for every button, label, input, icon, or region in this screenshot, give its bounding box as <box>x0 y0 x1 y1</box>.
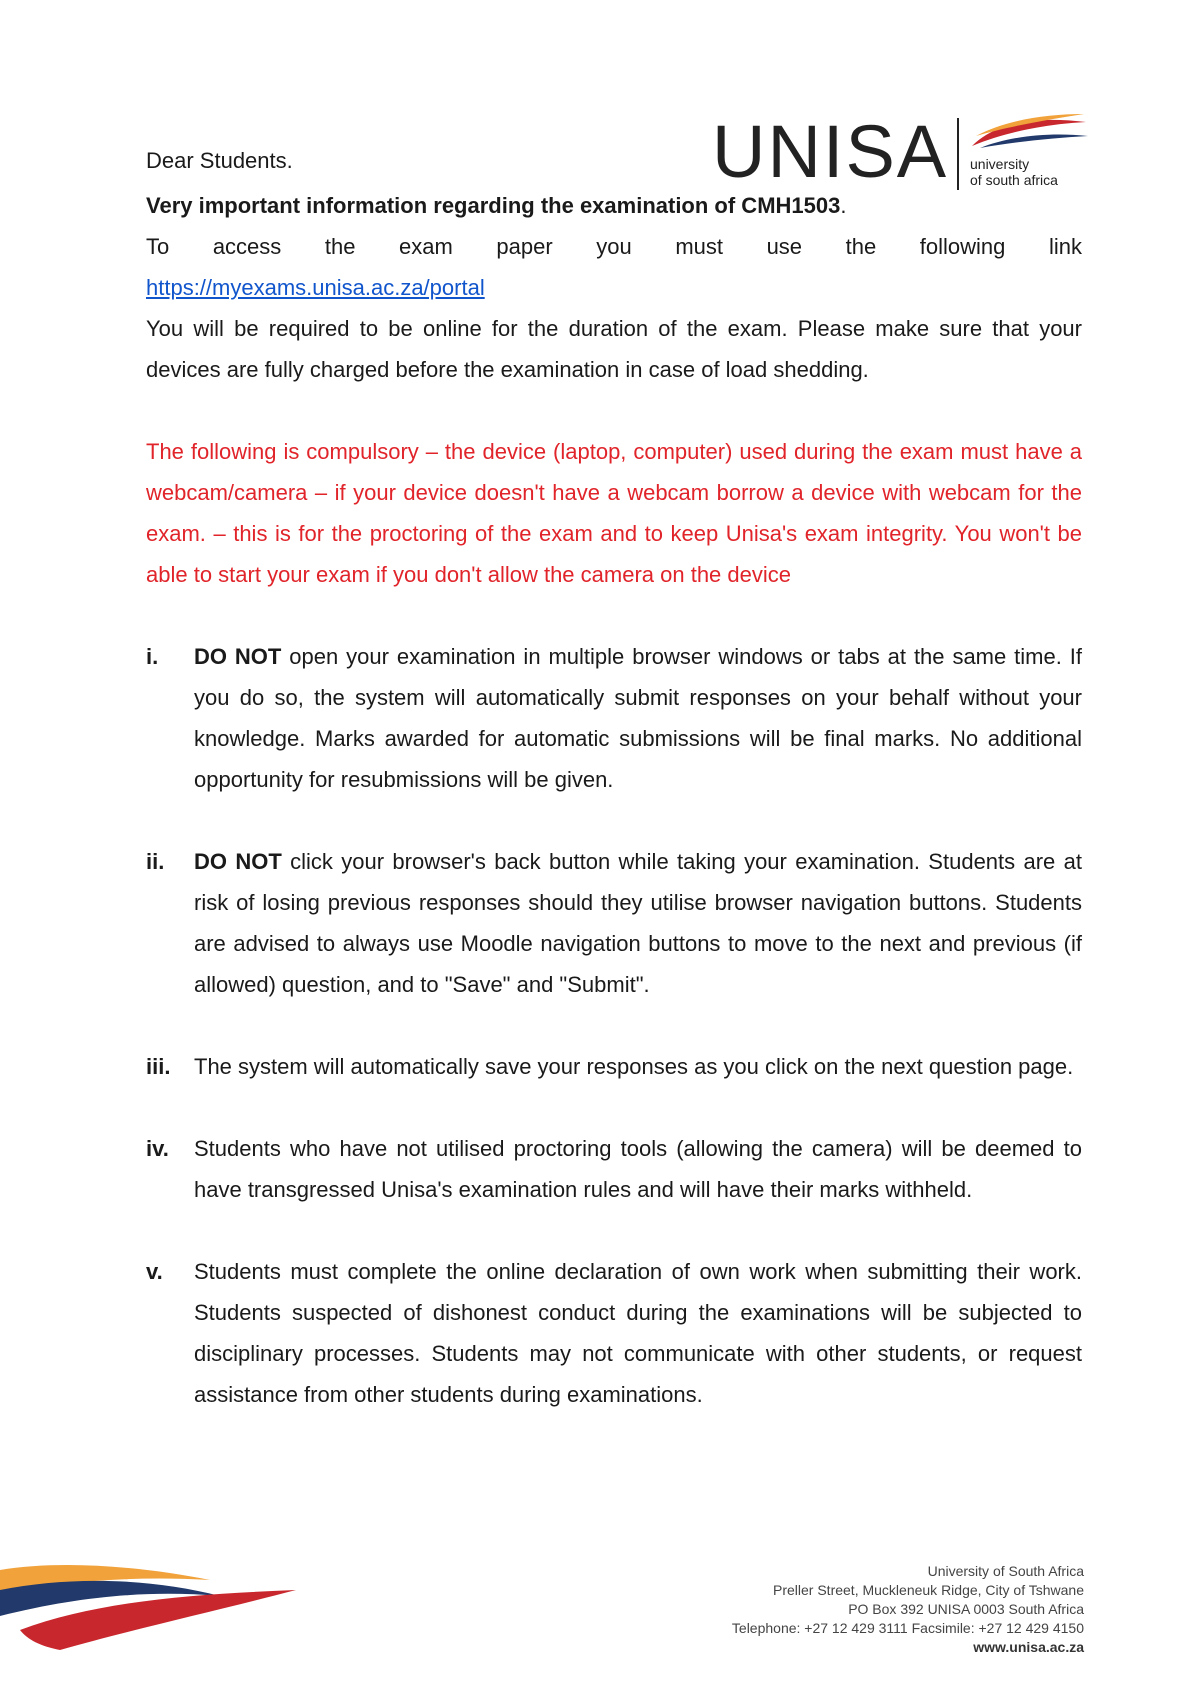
footer-website: www.unisa.ac.za <box>973 1639 1084 1655</box>
list-item-text <box>194 636 1082 800</box>
logo-wordmark: UNISA <box>712 110 949 193</box>
list-item-text <box>194 1251 1082 1415</box>
list-item-lead: DO NOT <box>194 644 282 669</box>
greeting: Dear Students. <box>146 148 293 173</box>
list-item-body: Students who have not utilised proctoring tools (allowing the camera) will be deemed to have transgressed Unisa's examination rules and will have their marks withheld. <box>194 1136 1082 1202</box>
list-item-number: v. <box>146 1259 163 1284</box>
list-item-number: i. <box>146 644 159 669</box>
list-item-text <box>194 1128 1082 1210</box>
online-requirement: You will be required to be online for the duration of the exam. Please make sure that your devices are fully charged before the examination in case of load shedding. <box>146 316 1082 382</box>
access-instruction: To access the exam paper you must use the following link <box>146 234 1082 259</box>
list-item-text <box>194 841 1082 1005</box>
portal-link[interactable]: https://myexams.unisa.ac.za/portal <box>146 275 485 300</box>
list-item-lead: DO NOT <box>194 849 282 874</box>
list-item-body: Students must complete the online declaration of own work when submitting their work. Students suspected of dishonest conduct during the examinations will be subjected to disciplinary processes. Students may not communicate with other students, or request assistance from other students during examinations. <box>194 1259 1082 1407</box>
list-item <box>146 1251 1082 1415</box>
list-item <box>146 1128 1082 1210</box>
rules-list <box>146 636 1082 1415</box>
footer-line: University of South Africa <box>927 1563 1084 1579</box>
logo-subtitle-line1: university <box>970 156 1030 172</box>
list-item-body: The system will automatically save your responses as you click on the next question page. <box>194 1054 1074 1079</box>
letter-title-tail: . <box>840 193 847 218</box>
list-item <box>146 1046 1082 1087</box>
letter-title <box>146 185 1082 226</box>
letter-body <box>146 140 1082 1456</box>
footer-line: Telephone: +27 12 429 3111 Facsimile: +27 12 429 4150 <box>731 1620 1084 1636</box>
footer-line: Preller Street, Muckleneuk Ridge, City of Tshwane <box>773 1582 1084 1598</box>
list-item <box>146 636 1082 800</box>
letter-title-text: Very important information regarding the examination of CMH1503 <box>146 193 841 218</box>
list-item-text <box>194 1046 1082 1087</box>
list-item-body: open your examination in multiple browser windows or tabs at the same time. If you do so, the system will automatically submit responses on your behalf without your knowledge. Marks awarded for automatic submissions will be final marks. No additional opportunity for resubmissions will be given. <box>194 644 1082 792</box>
list-item-number: iv. <box>146 1136 169 1161</box>
list-item <box>146 841 1082 1005</box>
list-item-number: ii. <box>146 849 165 874</box>
footer-line: PO Box 392 UNISA 0003 South Africa <box>848 1601 1084 1617</box>
list-item-number: iii. <box>146 1054 171 1079</box>
portal-link-line <box>146 267 1082 308</box>
footer-swoosh-icon <box>0 1560 300 1660</box>
footer-address <box>732 1562 1084 1657</box>
logo-subtitle-line2: of south africa <box>970 172 1058 188</box>
webcam-warning: The following is compulsory – the device (laptop, computer) used during the exam must have a webcam/camera – if your device doesn't have a webcam borrow a device with webcam for the exam. – this is for the proctoring of the exam and to keep Unisa's exam integrity. You won't be able to start your exam if you don't allow the camera on the device <box>146 439 1082 587</box>
list-item-body: click your browser's back button while taking your examination. Students are at risk of losing previous responses should they utilise browser navigation buttons. Students are advised to always use Moodle navigation buttons to move to the next and previous (if allowed) question, and to "Save" and "Submit". <box>194 849 1082 997</box>
